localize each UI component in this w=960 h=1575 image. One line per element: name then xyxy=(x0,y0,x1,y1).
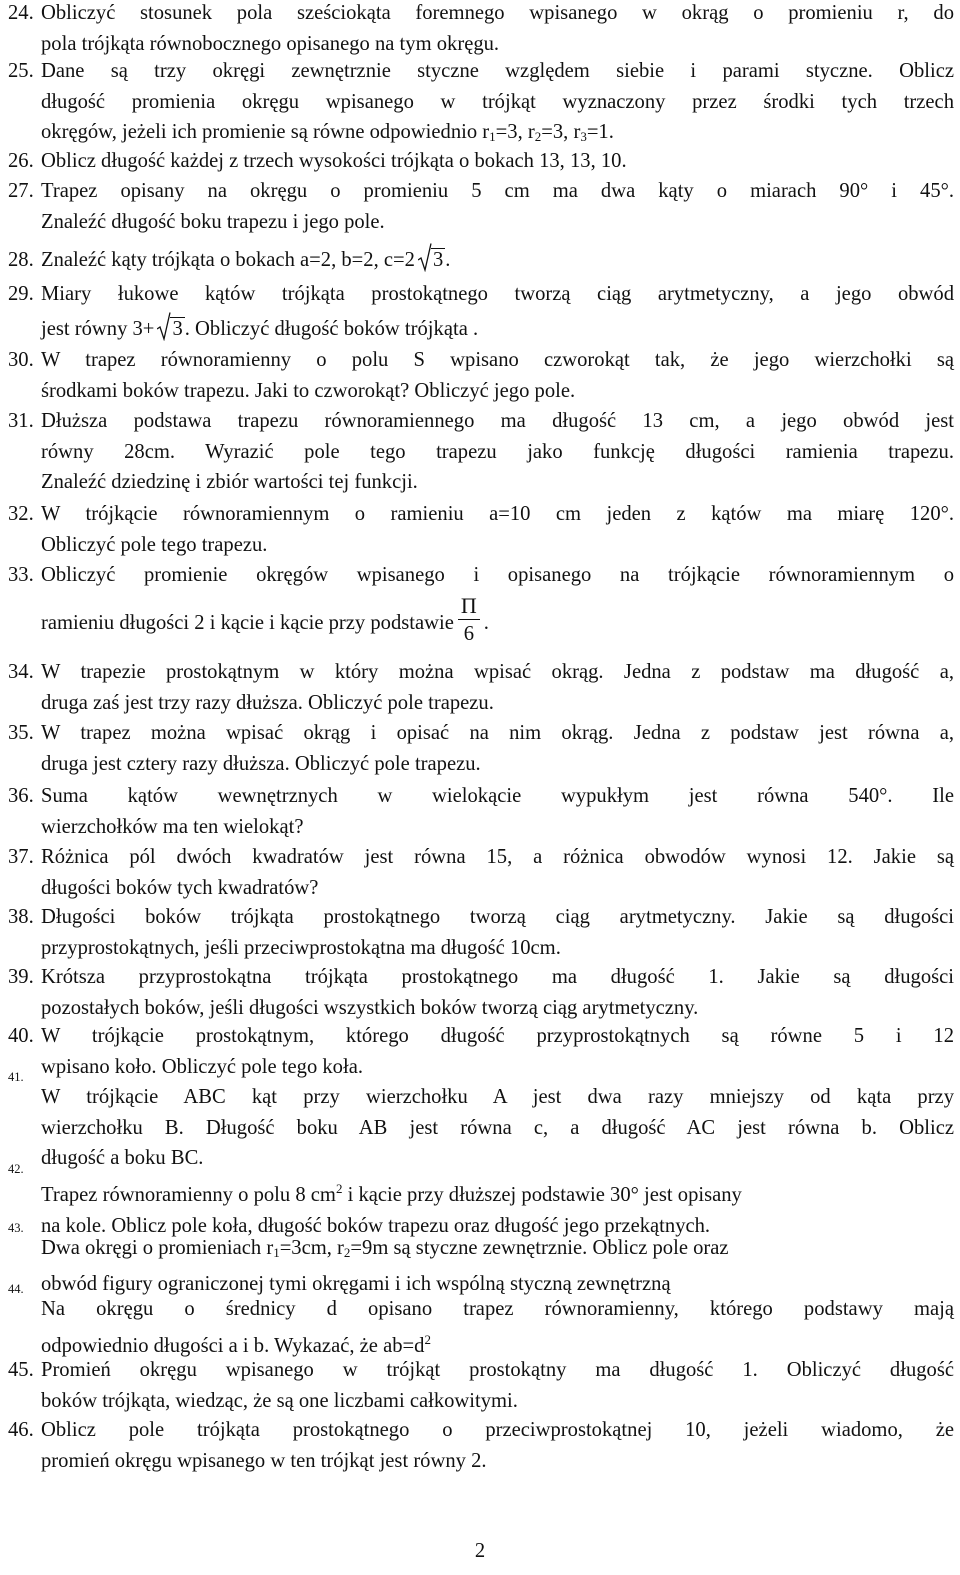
problem-text-line: Promień okręgu wpisanego w trójkąt prostokątny ma długość 1. Obliczyć długość xyxy=(41,1359,954,1381)
problem-46 xyxy=(8,1415,954,1476)
problem-number: 45. xyxy=(8,1359,34,1381)
fraction-pi-over-6: $\frac{\Pi}{6}$ xyxy=(458,593,480,648)
problem-text-line: pola trójkąta równobocznego opisanego na tym okręgu. xyxy=(41,32,500,55)
problem-28 xyxy=(8,245,954,276)
problem-42 xyxy=(8,1162,954,1241)
problem-text-line: druga zaś jest trzy razy dłuższa. Obliczyć pole trapezu. xyxy=(41,691,494,714)
problem-text-line: W trójkącie równoramiennym o ramieniu a=10 cm jeden z kątów ma miarę 120°. xyxy=(41,503,954,525)
problem-text-line: wierzchołków ma ten wielokąt? xyxy=(41,815,304,838)
problem-34 xyxy=(8,657,954,718)
problem-33 xyxy=(8,560,954,652)
problem-text-line: Dane są trzy okręgi zewnętrznie styczne względem siebie i parami styczne. Oblicz xyxy=(41,60,954,82)
problem-text-line: obwód figury ograniczonej tymi okręgami i ich wspólną styczną zewnętrzną xyxy=(41,1272,671,1295)
page-number: 2 xyxy=(474,1540,486,1562)
problem-text-line: Trapez opisany na okręgu o promieniu 5 cm ma dwa kąty o miarach 90° i 45°. xyxy=(41,180,954,202)
problem-number: 38. xyxy=(8,906,34,928)
problem-text-line: W trapez równoramienny o polu S wpisano czworokąt tak, że jego wierzchołki są xyxy=(41,349,954,371)
problem-number: 37. xyxy=(8,846,34,868)
problem-text-line: jest równy 3+ 3. Obliczyć długość boków trójkąta . xyxy=(41,314,954,345)
problem-number: 46. xyxy=(8,1419,34,1441)
problem-text-line: na kole. Oblicz pole koła, długość boków trapezu oraz długość jego przekątnych. xyxy=(41,1214,711,1237)
problem-text-line: Na okręgu o średnicy d opisano trapez równoramienny, którego podstawy mają xyxy=(41,1298,954,1320)
problem-number: 34. xyxy=(8,661,34,683)
problem-text-line: pozostałych boków, jeśli długości wszystkich boków tworzą ciąg arytmetyczny. xyxy=(41,996,699,1019)
problem-text-line: Obliczyć pole tego trapezu. xyxy=(41,533,268,556)
problem-24 xyxy=(8,0,954,59)
problem-text-line: przyprostokątnych, jeśli przeciwprostokątna ma długość 10cm. xyxy=(41,936,561,959)
problem-text-line: Trapez równoramienny o polu 8 $cm^2$ i kącie przy dłuższej podstawie 30° jest opisany xyxy=(41,1181,742,1206)
problem-41 xyxy=(8,1070,954,1174)
problem-number: 44. xyxy=(8,1282,24,1296)
problem-40 xyxy=(8,1021,954,1082)
problem-number: 30. xyxy=(8,349,34,371)
problem-number: 31. xyxy=(8,410,34,432)
problem-number: 24. xyxy=(8,2,34,24)
square-root: 3 xyxy=(157,314,184,345)
problem-39 xyxy=(8,962,954,1023)
problem-text-line: Dłuższa podstawa trapezu równoramiennego ma długość 13 cm, a jego obwód jest xyxy=(41,410,954,432)
problem-26 xyxy=(8,146,954,177)
problem-text-line: druga jest cztery razy dłuższa. Obliczyć pole trapezu. xyxy=(41,752,481,775)
problem-text-line: Oblicz pole trójkąta prostokątnego o przeciwprostokątnej 10, jeżeli wiadomo, że xyxy=(41,1419,954,1441)
problem-text-line: Miary łukowe kątów trójkąta prostokątnego tworzą ciąg arytmetyczny, a jego obwód xyxy=(41,283,954,305)
problem-36 xyxy=(8,781,954,842)
problem-text-line: środkami boków trapezu. Jaki to czworokąt? Obliczyć jego pole. xyxy=(41,379,576,402)
problem-number: 36. xyxy=(8,785,34,807)
problem-text-line: równy 28cm. Wyrazić pole tego trapezu jako funkcję długości ramienia trapezu. xyxy=(41,440,954,463)
problem-29 xyxy=(8,279,954,344)
problem-text-line: Różnica pól dwóch kwadratów jest równa 15, a różnica obwodów wynosi 12. Jakie są xyxy=(41,846,954,868)
problem-number: 42. xyxy=(8,1162,24,1176)
problem-25 xyxy=(8,56,954,153)
problem-45 xyxy=(8,1355,954,1416)
problem-number: 35. xyxy=(8,722,34,744)
problem-text-line: promień okręgu wpisanego w ten trójkąt jest równy 2. xyxy=(41,1449,487,1472)
problem-number: 40. xyxy=(8,1025,34,1047)
problem-text-line: W trapezie prostokątnym w który można wpisać okrąg. Jedna z podstaw ma długość a, xyxy=(41,661,954,683)
problem-text-line: ramieniu długości 2 i kącie i kącie przy podstawie $\frac{\Pi}{6}$ . xyxy=(41,597,954,652)
square-root: 3 xyxy=(418,245,445,276)
problem-text-line: okręgów, jeżeli ich promienie są równe odpowiednio $r_1=3$, $r_2=3$, $r_3=1$. xyxy=(41,121,614,145)
problem-30 xyxy=(8,345,954,406)
problem-text-line: długości boków tych kwadratów? xyxy=(41,876,319,899)
problem-text-line: długość promienia okręgu wpisanego w trójkąt wyznaczony przez środki tych trzech xyxy=(41,90,954,113)
problem-31 xyxy=(8,406,954,498)
problem-32 xyxy=(8,499,954,560)
problem-text-line: odpowiednio długości a i b. Wykazać, że $ab=d^2$ xyxy=(41,1331,431,1357)
problem-text-line: wierzchołku B. Długość boku AB jest równa c, a długość AC jest równa b. Oblicz xyxy=(41,1116,954,1139)
problem-text-line: Dwa okręgi o promieniach $r_1=3cm$, $r_2=9m$ są styczne zewnętrznie. Oblicz pole oraz xyxy=(41,1237,729,1260)
problem-number: 26. xyxy=(8,150,34,172)
problem-number: 41. xyxy=(8,1070,24,1084)
problem-text-line: W trójkącie ABC kąt przy wierzchołku A jest dwa razy mniejszy od kąta przy xyxy=(41,1086,954,1108)
problem-text-line: wpisano koło. Obliczyć pole tego koła. xyxy=(41,1055,363,1078)
problem-text-line: boków trójkąta, wiedząc, że są one liczbami całkowitymi. xyxy=(41,1389,518,1412)
problem-text-line: W trapez można wpisać okrąg i opisać na nim okrąg. Jedna z podstaw jest równa a, xyxy=(41,722,954,744)
problem-number: 29. xyxy=(8,283,34,305)
problem-27 xyxy=(8,176,954,237)
problem-number: 27. xyxy=(8,180,34,202)
problem-text-line: Długości boków trójkąta prostokątnego tworzą ciąg arytmetyczny. Jakie są długości xyxy=(41,906,954,928)
problem-number: 43. xyxy=(8,1221,24,1235)
problem-text-line: Znaleźć długość boku trapezu i jego pole. xyxy=(41,210,385,233)
problem-38 xyxy=(8,902,954,963)
problem-text-line: Krótsza przyprostokątna trójkąta prostokątnego ma długość 1. Jakie są długości xyxy=(41,966,954,988)
problem-text-line: Suma kątów wewnętrznych w wielokącie wypukłym jest równa 540°. Ile xyxy=(41,785,954,807)
problem-number: 32. xyxy=(8,503,34,525)
problem-text-line: długość a boku BC. xyxy=(41,1147,204,1170)
problem-text-line: Znaleźć kąty trójkąta o bokach a=2, b=2, c=2 3. xyxy=(41,245,954,276)
problem-number: 39. xyxy=(8,966,34,988)
problem-37 xyxy=(8,842,954,903)
problem-number: 25. xyxy=(8,60,34,82)
problem-text-line: Obliczyć promienie okręgów wpisanego i opisanego na trójkącie równoramiennym o xyxy=(41,564,954,586)
problem-35 xyxy=(8,718,954,779)
problem-text-line: Obliczyć stosunek pola sześciokąta foremnego wpisanego w okrąg o promieniu r, do xyxy=(41,2,954,24)
problem-number: 28. xyxy=(8,249,34,271)
problem-number: 33. xyxy=(8,564,34,586)
problem-text-line: W trójkącie prostokątnym, którego długość przyprostokątnych są równe 5 i 12 xyxy=(41,1025,954,1047)
problem-text-line: Oblicz długość każdej z trzech wysokości trójkąta o bokach 13, 13, 10. xyxy=(41,150,627,172)
problem-text-line: Znaleźć dziedzinę i zbiór wartości tej funkcji. xyxy=(41,471,418,494)
